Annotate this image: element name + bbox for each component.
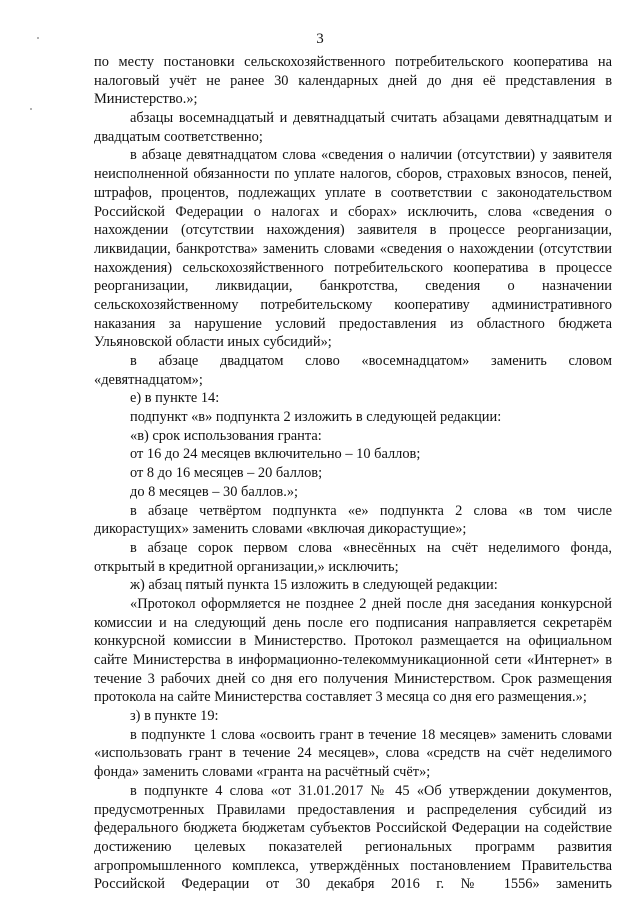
page-number: 3 xyxy=(316,31,324,47)
paragraph-9: от 8 до 16 месяцев – 20 баллов; xyxy=(130,465,323,482)
paragraph-5: е) в пункте 14: xyxy=(130,390,220,407)
paragraph-12: в абзаце сорок первом слова «внесённых на счёт неделимого фонда, открытый в кредитной организации,» исключить; xyxy=(94,539,612,575)
paragraph-4: в абзаце двадцатом слово «восемнадцатом» заменить словом «девятнадцатом»; xyxy=(94,353,612,388)
paragraph-13: ж) абзац пятый пункта 15 изложить в следующей редакции: xyxy=(130,577,498,594)
paragraph-2: абзацы восемнадцатый и девятнадцатый считать абзацами девятнадцатым и двадцатым соответственно; xyxy=(94,110,612,145)
paragraph-17: в подпункте 4 слова «от 31.01.2017 № 45 «Об утверждении документов, предусмотренных Правилами предоставления и распределения субсидий из федерального бюджета бюджетам субъектов Российской Федерации на содействие достижению целевых показателей региональных программ развития агропромышленного комплекса, утверждённых постановлением Правительства Российской Федерации от 30 декабря 2016 г. № 1556» заменить xyxy=(94,782,612,893)
paragraph-15: з) в пункте 19: xyxy=(130,708,219,725)
scan-speck xyxy=(30,108,32,110)
paragraph-1: по месту постановки сельскохозяйственного потребительского кооператива на налоговый учёт не ранее 30 календарных дней до дня её представления в Министерство.»; xyxy=(94,54,612,108)
paragraph-3: в абзаце девятнадцатом слова «сведения о наличии (отсутствии) у заявителя неисполненной обязанности по уплате налогов, сборов, страховых взносов, пеней, штрафов, процентов, подлежащих уплате в соответствии с законодательством Российской Федерации о налогах и сборах» исключить, слова «сведения о нахождении (отсутствии нахождения) заявителя в процессе реорганизации, ликвидации, банкротства» заменить словами «сведения о нахождении (отсутствии нахождения) сельскохозяйственного потребительского кооператива в процессе реорганизации, ликвидации, банкротства, сведения о назначении сельскохозяйственному потребительскому кооперативу административного наказания за нарушение условий предоставления из областного бюджета Ульяновской области иных субсидий»; xyxy=(94,147,612,351)
paragraph-7: «в) срок использования гранта: xyxy=(130,427,322,444)
paragraph-6: подпункт «в» подпункта 2 изложить в следующей редакции: xyxy=(130,409,502,426)
paragraph-11: в абзаце четвёртом подпункта «е» подпункта 2 слова «в том числе дикорастущих» заменить словами «включая дикорастущие»; xyxy=(94,502,612,538)
paragraph-8: от 16 до 24 месяцев включительно – 10 баллов; xyxy=(130,446,421,463)
paragraph-16: в подпункте 1 слова «освоить грант в течение 18 месяцев» заменить словами «использовать грант в течение 24 месяцев», слова «средств на счёт неделимого фонда» заменить словами «гранта на расчётный счёт»; xyxy=(94,726,612,781)
document-body xyxy=(94,53,612,894)
paragraph-14: «Протокол оформляется не позднее 2 дней после дня заседания конкурсной комиссии и на следующий день после его подписания направляется секретарём конкурсной комиссии в Министерство. Протокол размещается на официальном сайте Министерства в информационно-телекоммуникационной сети «Интернет» в течение 3 рабочих дней со дня его получения Министерством. Срок размещения протокола на сайте Министерства составляет 3 месяца со дня его размещения.»; xyxy=(94,595,612,706)
scan-speck xyxy=(37,37,39,39)
paragraph-10: до 8 месяцев – 30 баллов.»; xyxy=(130,483,299,500)
